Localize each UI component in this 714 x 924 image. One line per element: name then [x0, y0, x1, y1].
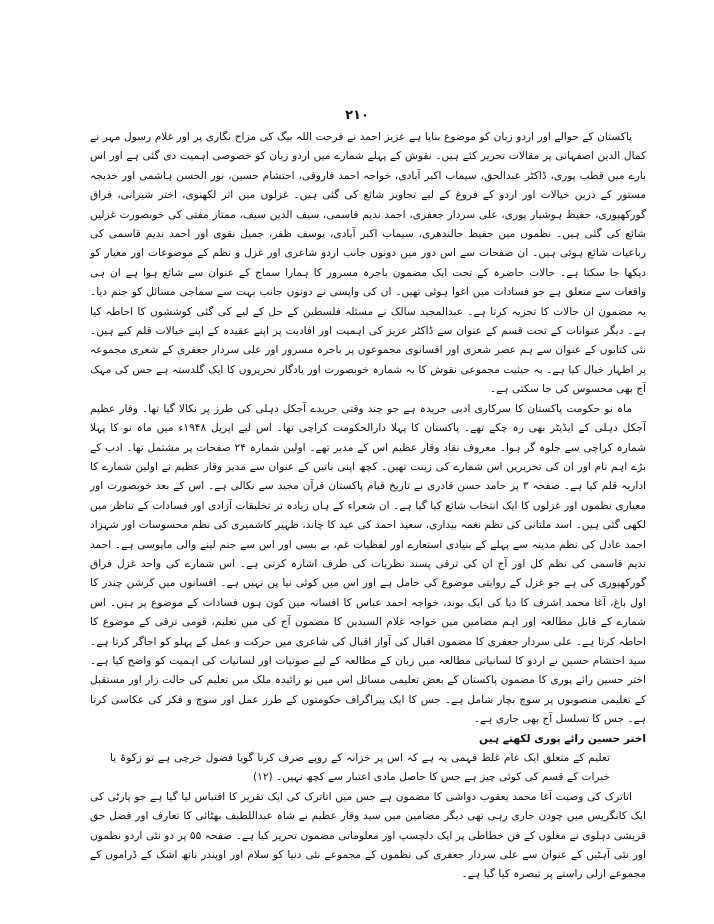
page-body — [90, 128, 646, 885]
block-quote: تعلیم کے متعلق ایک عام غلط فہمی یہ ہے کہ اس پر خزانہ کے روپے صرف کرنا گویا فضول خرچی ہے تو زکوۃ یا خیرات کے قسم کی کوئی چیز ہے جس کا حاصل مادی اعتبار سے کچھ نہیں۔ (۱۲) — [110, 752, 610, 784]
paragraph-closing: اتاترک کی وصیت آغا محمد یعقوب دواشی کا مضمون ہے جس میں اتاترک کی ایک تقریر کا اقتباس لیا گیا ہے جو پارٹی کی ایک کانگریس میں چودن جاری رہی تھی دیگر مضامین میں سید وقار عظیم نے شاہ عبداللطیف بھٹائی کا تعارف اور فضل حق قریشی دہلوی نے مغلوں کے فن خطاطی پر ایک دلچسپ اور معلوماتی مضمون تحریر کیا ہے۔ صفحہ ۵۵ پر دو نئی اردو نظموں اور نئی آہٹیں کے عنوان سے علی سردار جعفری کی نظموں کے مجموعے نئی دنیا کو سلام اور اوپندر ناتھ اشک کے ڈراموں کے مجموعے ازلی راستے پر تبصرہ کیا گیا ہے۔ — [90, 790, 646, 881]
page-number: ۲۱۰ — [345, 108, 369, 123]
paragraph-nuqoosh-review: پاکستان کے حوالے اور اردو زبان کو موضوع بنایا ہے عزیز احمد نے فرحت اللہ بیگ کی مزاح نگاری پر اور غلام رسول مہر نے کمال الدین اصفہانی پر مقالات تحریر کئے ہیں۔ نقوش کے پہلے شمارے میں اردو زبان کو خصوصی اہمیت دی گئی ہے اور اس بارے میں قطب پوری، ڈاکٹر عبدالحق، سیماب اکبر آبادی، خواجہ احمد فاروقی، احتشام حسین، نور الحسن ہاشمی اور خدیجہ مستور کے ذریں خیالات اور اردو کے فروغ کے لیے تجاویز شائع کی گئی ہیں۔ غزلوں میں اثر لکھنوی، اختر شیرانی، فراق گورکھپوری، حفیظ ہوشیار پوری، علی سردار جعفری، احمد ندیم قاسمی، سیف الدین سیف، ممتاز مفتی کی خوبصورت غزلیں شائع کی گئی ہیں۔ نظموں میں حفیظ جالندھری، سیماب اکبر آبادی، یوسف ظفر، جمیل نقوی اور احمد ندیم قاسمی کی رباعیات شائع ہوئی ہیں۔ ان صفحات سے اس دور میں دونوں جانب اردو شاعری اور غزل و نظم کے موضوعات اور معیار کو دیکھا جا سکتا ہے۔ حالات حاضرہ کے تحت ایک مضمون باجرہ مسرور کا ہمارا سماج کے عنوان سے شائع ہوا ہے ان ہی واقعات سے متعلق ہے جو فسادات میں اغوا ہوئی تھیں۔ ان کی واپسی نے دونوں جانب بہت سے سماجی مسائل کو جنم دیا۔ یہ مضمون ان حالات کا تجزیہ کرتا ہے۔ عبدالمجید سالک نے مسئلہ فلسطین کے حل کے لیے کی گئی کوششوں کا احاطہ کیا ہے۔ دیگر عنوانات کے تحت قسم کے عنوان سے ڈاکٹر عزیز کی اہمیت اور افادیت پر اپنے عقیدہ کے اپنے خیالات قلم کیے ہیں۔ نئی کتابوں کے عنوان سے ہم عصر شعری اور افسانوی مجموعوں پر باجرہ مسرور اور علی سردار جعفری کے شعری مجموعہ پر اظہار خیال کیا ہے۔ بہ حیثیت مجموعی نقوش کا یہ شمارہ خوبصورت اور یادگار تحریروں کا ایک گلدستہ ہے جس کی مہک آج بھی محسوس کی جا سکتی ہے۔ — [90, 131, 646, 396]
quote-attribution: اختر حسین رائے پوری لکھتے ہیں — [479, 732, 646, 745]
paragraph-mah-e-nau-review: ماہ نو حکومت پاکستان کا سرکاری ادبی جریدہ ہے جو چند وقتی جریدے آجکل دہلی کی طرز پر نکالا گیا تھا۔ وقار عظیم آجکل دہلی کے ایڈیٹر بھی رہ چکے تھے۔ پاکستان کا پہلا دارالحکومت کراچی تھا۔ اس لیے اپریل ۱۹۴۸ء میں ماہ نو کا پہلا شمارہ کراچی سے جلوہ گر ہوا۔ معروف نقاد وقار عظیم اس کے مدیر تھے۔ اولین شمارہ ۲۴ صفحات پر مشتمل تھا۔ ادب کے بڑے اہم نام اور ان کی تحریریں اس شمارے کی زینت تھیں۔ کچھ اپنی باتیں کے عنوان سے مدیر وقار عظیم نے اولین شمارے کا اداریہ قلم کیا ہے۔ صفحہ ۳ پر حامد حسن قادری نے تاریخ قیام پاکستان قرآن مجید سے نکالی ہے۔ اس کے بعد خوبصورت اور معیاری نظموں اور غزلوں کا ایک انتخاب شائع کیا گیا ہے۔ ان شعراء کے ہاں زیادہ تر تخلیقات آزادی اور فسادات کے تناظر میں لکھی گئی ہیں۔ اسد ملتانی کی نظم نغمہ بیداری، سعید احمد کی عید کا چاند، ظہیر کاشمیری کی نظم محسوسات اور شہزاد احمد عادل کی نظم مدینہ سے پہلے کے بنیادی استعارے اور لفظیات غم، بے بسی اور اس سے جنم لینے والی مایوسی ہے۔ احمد ندیم قاسمی کی نظم کل اور آج ان کی ترقی پسند نظریات کی طرف اشارہ کرتی ہے۔ اس شمارے کی واحد غزل فراق گورکھپوری کی ہے جو غزل کے روایتی موضوع کی حامل ہے اور اس میں کوئی نیا پن نہیں ہے۔ افسانوں میں کرشن چندر کا اول باغ، آغا محمد اشرف کا دیا کی ایک بوند، خواجہ احمد عباس کا افسانہ میں کون ہوں فسادات کے موضوع پر ہیں۔ اس شمارے کے قابل مطالعہ اور اہم مضامین میں خواجہ غلام السیدین کا مضمون آج کی میں تعلیم، قومی ترقی کے موضوع کا احاطہ کرتا ہے۔ علی سردار جعفری کا مضمون اقبال کی آواز اقبال کی شاعری میں حرکت و عمل کے پہلو کو اجاگر کرتا ہے۔ سید احتشام حسین نے اردو کا لسانیاتی مطالعہ میں زبان کے مطالعہ کے لیے صوتیات اور لسانیات کی اہمیت کو واضح کیا ہے۔ اختر حسین رائے پوری کا مضمون پاکستان کے بعض تعلیمی مسائل اس میں نو زائیدہ ملک میں تعلیم کی حالت زار اور مستقبل کے تعلیمی منصوبوں پر سوچ بچار شامل ہے۔ جس کا ایک پیراگراف حکومتوں کے طرز عمل اور سوچ و فکر کی عکاسی کرتا ہے۔ جس کا تسلسل آج بھی جاری ہے۔ — [90, 402, 646, 726]
